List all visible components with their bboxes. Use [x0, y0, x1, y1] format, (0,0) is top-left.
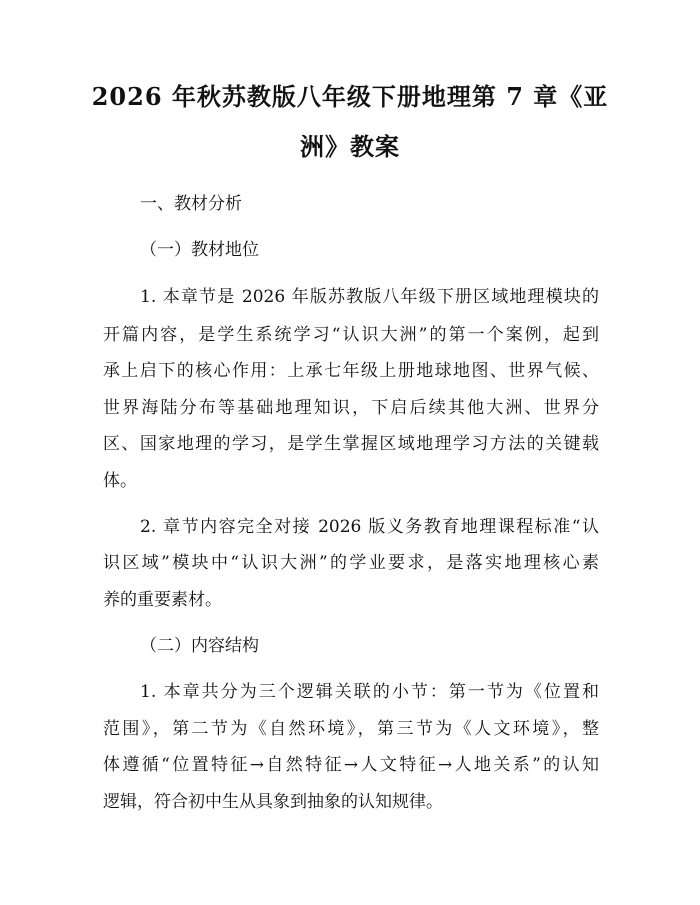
paragraph-3-line-1: 1. 本章共分为三个逻辑关联的小节：第一节为《位置和 [140, 682, 599, 702]
paragraph-2-line-3: 养的重要素材。 [103, 590, 222, 610]
paragraph-1-line-3: 承上启下的核心作用：上承七年级上册地球地图、世界气候、 [103, 361, 599, 381]
paragraph-1-line-2: 开篇内容，是学生系统学习“认识大洲”的第一个案例，起到 [103, 325, 599, 345]
document-title-line-1: 2026 年秋苏教版八年级下册地理第 7 章《亚 [91, 82, 609, 111]
paragraph-1-line-6: 体。 [103, 471, 137, 491]
document-title-line-2: 洲》教案 [300, 132, 400, 161]
paragraph-2-line-2: 识区域”模块中“认识大洲”的学业要求，是落实地理核心素 [103, 553, 599, 573]
paragraph-3-line-4: 逻辑，符合初中生从具象到抽象的认知规律。 [103, 792, 443, 812]
paragraph-1-line-5: 区、国家地理的学习，是学生掌握区域地理学习方法的关键载 [103, 434, 599, 454]
paragraph-1-line-1: 1. 本章节是 2026 年版苏教版八年级下册区域地理模块的 [140, 287, 599, 307]
paragraph-1-line-4: 世界海陆分布等基础地理知识，下启后续其他大洲、世界分 [103, 398, 599, 418]
paragraph-2-line-1: 2. 章节内容完全对接 2026 版义务教育地理课程标准“认 [140, 517, 599, 537]
subsection-heading-content-structure: （二）内容结构 [140, 636, 259, 656]
paragraph-3-line-3: 体遵循“位置特征→自然特征→人文特征→人地关系”的认知 [103, 755, 599, 775]
section-heading-textbook-analysis: 一、教材分析 [140, 194, 242, 214]
subsection-heading-textbook-position: （一）教材地位 [140, 240, 259, 260]
paragraph-3-line-2: 范围》，第二节为《自然环境》，第三节为《人文环境》，整 [103, 719, 599, 739]
